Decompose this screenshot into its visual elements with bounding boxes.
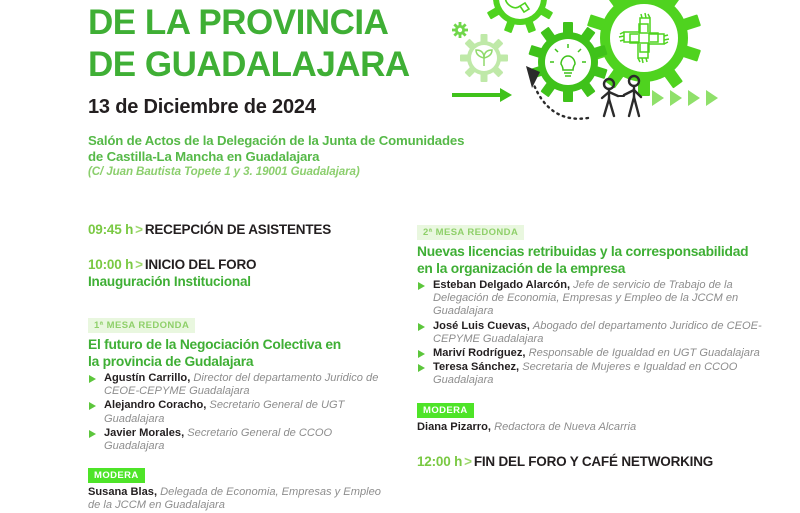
speaker-name: Teresa Sánchez, xyxy=(433,361,520,374)
triangle-bullet-icon xyxy=(89,430,96,438)
moderator-name: Susana Blas, xyxy=(88,486,158,499)
panel-mesa-redonda-1 xyxy=(88,315,388,513)
list-item xyxy=(417,361,785,387)
panel-mesa-redonda-2 xyxy=(417,222,785,434)
moderator-person xyxy=(88,486,388,512)
slot-time: 10:00 h xyxy=(88,257,134,272)
panel-title-line: en la organización de la empresa xyxy=(417,261,626,276)
slot-title: FIN DEL FORO Y CAFÉ NETWORKING xyxy=(473,453,714,469)
speaker-name: José Luis Cuevas, xyxy=(433,319,530,332)
moderator-block-1 xyxy=(88,465,388,512)
schedule-slot-1000 xyxy=(88,257,388,289)
list-item xyxy=(417,320,785,346)
gear-artwork xyxy=(448,0,800,135)
slot-subtitle: Inauguración Institucional xyxy=(88,274,251,289)
speaker-name: Javier Morales, xyxy=(104,426,185,439)
moderator-block-2 xyxy=(417,400,785,434)
speaker-name: Agustín Carrillo, xyxy=(104,372,191,384)
triangle-bullet-icon xyxy=(418,323,425,331)
gear-plant-icon xyxy=(460,34,508,82)
speaker-name: Esteban Delgado Alarcón, xyxy=(433,279,571,291)
moderator-role: Redactora de Nueva Alcarria xyxy=(494,420,637,433)
moderator-name: Diana Pizarro, xyxy=(417,420,491,433)
slot-separator: > xyxy=(135,222,143,237)
venue-line-1: Salón de Actos de la Delegación de la Junta de Comunidades xyxy=(88,133,465,148)
status-badge-modera-2: MODERA xyxy=(417,403,474,418)
speaker-role: Director del departamento Juridico de CEOE-CEPYME Guadalajara xyxy=(104,372,379,398)
gear-support-icon xyxy=(484,0,556,33)
speaker-role: Secretaria de Mujeres e Igualdad en CCOO Guadalajara xyxy=(433,361,738,387)
panel-title-line: Nuevas licencias retribuidas y la corresponsabilidad xyxy=(417,244,749,259)
list-item xyxy=(417,279,785,319)
moderator-person xyxy=(417,421,785,434)
panel-title-1 xyxy=(88,336,388,370)
slot-time: 12:00 h xyxy=(417,453,463,469)
status-badge-mesa-2: 2ª MESA REDONDA xyxy=(417,225,524,240)
triangle-bullet-icon xyxy=(418,282,425,290)
moderator-role: Delegada de Economia, Empresas y Empleo de la JCCM en Guadalajara xyxy=(88,486,381,512)
list-item xyxy=(417,347,785,360)
title-line-1: DE LA PROVINCIA xyxy=(88,3,389,42)
speaker-role: Secretario General de CCOO Guadalajara xyxy=(104,426,333,453)
speaker-name: Alejandro Coracho, xyxy=(104,399,207,412)
schedule-slot-1200 xyxy=(417,454,785,469)
poster-header xyxy=(0,0,800,200)
status-badge-modera-1: MODERA xyxy=(88,468,145,483)
triangle-bullet-icon xyxy=(89,402,96,410)
slot-title: RECEPCIÓN DE ASISTENTES xyxy=(144,222,331,237)
triangle-bullet-icon xyxy=(89,375,96,383)
event-date: 13 de Diciembre de 2024 xyxy=(88,96,316,118)
slot-separator: > xyxy=(135,257,143,272)
venue-line-2: de Castilla-La Mancha en Guadalajara xyxy=(88,148,320,164)
status-badge-mesa-1: 1ª MESA REDONDA xyxy=(88,318,195,333)
speaker-role: Responsable de Igualdad en UGT Guadalajara xyxy=(528,347,760,360)
list-item xyxy=(88,399,388,425)
slot-time: 09:45 h xyxy=(88,222,134,237)
slot-separator: > xyxy=(464,453,472,469)
title-line-2: DE GUADALAJARA xyxy=(88,45,410,84)
chevron-arrows-icon xyxy=(652,90,718,106)
slot-title: INICIO DEL FORO xyxy=(144,257,257,272)
speaker-role: Secretario General de UGT Guadalajara xyxy=(104,399,345,425)
schedule-slot-0945 xyxy=(88,222,388,237)
list-item xyxy=(88,372,388,398)
triangle-bullet-icon xyxy=(418,350,425,358)
page-title xyxy=(88,2,508,119)
gear-small-icon xyxy=(452,22,468,38)
speaker-role: Jefe de servicio de Trabajo de la Delegación de Economia, Empresas y Empleo de la JCCM en Guadalajara xyxy=(433,279,739,318)
program-column-right xyxy=(417,222,785,469)
program-section xyxy=(0,222,800,512)
program-column-left xyxy=(88,222,388,513)
panel-title-line: la provincia de Gudalajara xyxy=(88,354,254,369)
gear-lightbulb-icon xyxy=(528,22,607,102)
speaker-name: Mariví Rodríguez, xyxy=(433,347,526,360)
panel-title-line: El futuro de la Negociación Colectiva en xyxy=(88,337,341,352)
triangle-bullet-icon xyxy=(418,364,425,372)
speaker-role: Abogado del departamento Juridico de CEOE-CEPYME Guadalajara xyxy=(433,319,762,345)
list-item xyxy=(88,427,388,453)
panel-title-2 xyxy=(417,243,785,277)
arrow-right-icon xyxy=(452,88,512,102)
venue-address: (C/ Juan Bautista Topete 1 y 3. 19001 Guadalajara) xyxy=(88,165,360,178)
